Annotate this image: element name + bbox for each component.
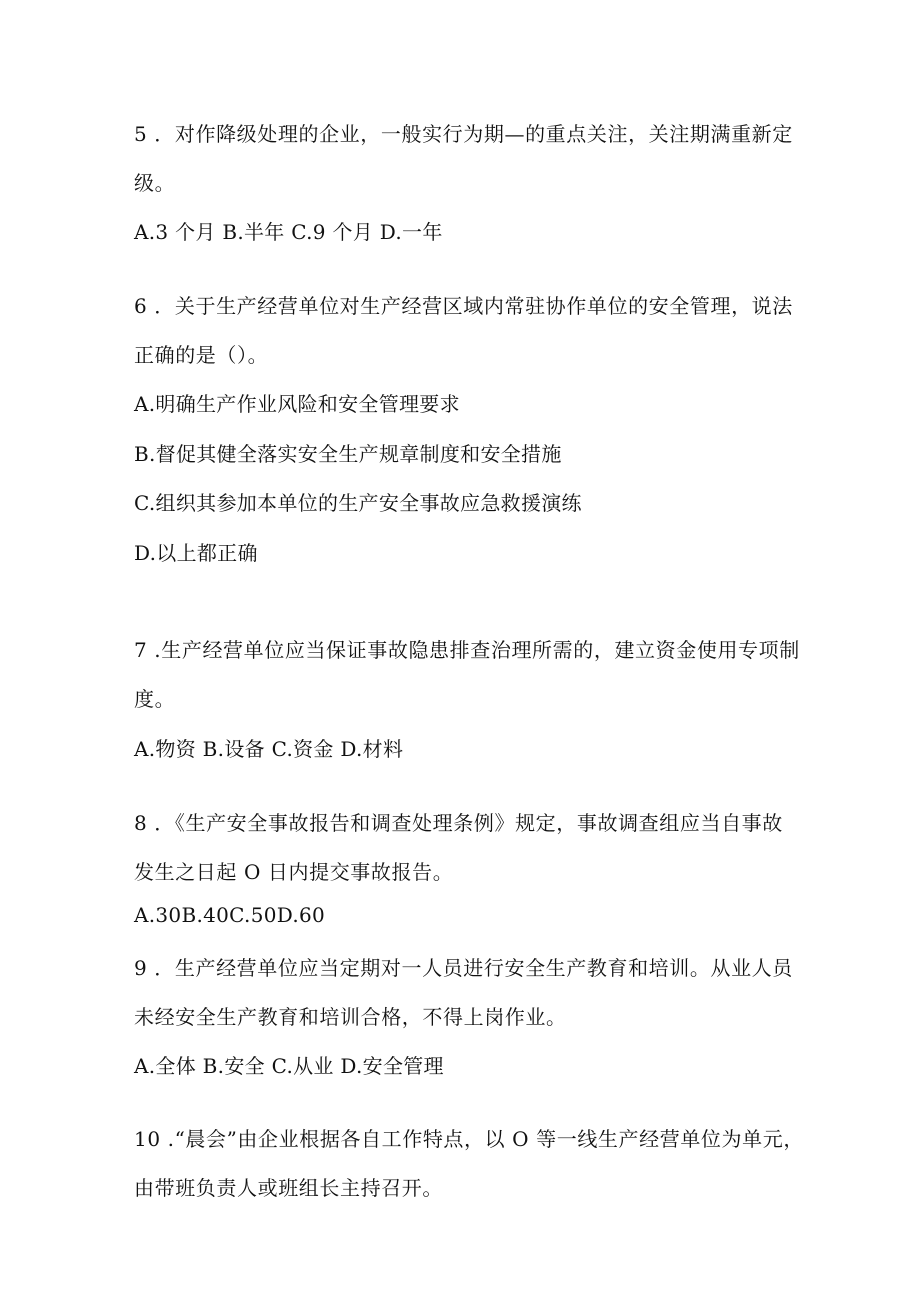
question-7-options: A.物资 B.设备 C.资金 D.材料 (134, 737, 404, 761)
question-6-stem-line-1: 6 ．关于生产经营单位对生产经营区域内常驻协作单位的安全管理，说法 (134, 294, 793, 318)
question-9-options: A.全体 B.安全 C.从业 D.安全管理 (134, 1054, 444, 1078)
question-8-stem-line-1: 8 ．《生产安全事故报告和调查处理条例》规定，事故调查组应当自事故 (134, 811, 783, 835)
question-9-stem-line-1: 9 ．生产经营单位应当定期对一人员进行安全生产教育和培训。从业人员 (134, 956, 793, 980)
question-7-stem-line-1: 7 .生产经营单位应当保证事故隐患排查治理所需的，建立资金使用专项制 (134, 638, 800, 662)
question-6-option-b: B.督促其健全落实安全生产规章制度和安全措施 (134, 442, 562, 466)
question-7-stem-line-2: 度。 (134, 687, 176, 711)
question-6-option-c: C.组织其参加本单位的生产安全事故应急救援演练 (134, 491, 582, 515)
question-5-stem-line-1: 5 ．对作降级处理的企业，一般实行为期—的重点关注，关注期满重新定 (134, 122, 793, 146)
question-6-stem-line-2: 正确的是（）。 (134, 343, 269, 367)
question-9-stem-line-2: 未经安全生产教育和培训合格，不得上岗作业。 (134, 1005, 567, 1029)
question-5-stem-line-2: 级。 (134, 171, 176, 195)
question-5-options: A.3 个月 B.半年 C.9 个月 D.一年 (134, 220, 443, 244)
question-8-stem-line-2: 发生之日起 O 日内提交事故报告。 (134, 860, 454, 884)
question-8-options: A.30B.40C.50D.60 (134, 903, 326, 927)
question-6-option-d: D.以上都正确 (134, 541, 258, 565)
question-10-stem-line-1: 10 .“晨会”由企业根据各自工作特点，以 O 等一线生产经营单位为单元， (134, 1127, 804, 1151)
question-10-stem-line-2: 由带班负责人或班组长主持召开。 (134, 1176, 443, 1200)
question-6-option-a: A.明确生产作业风险和安全管理要求 (134, 392, 460, 416)
